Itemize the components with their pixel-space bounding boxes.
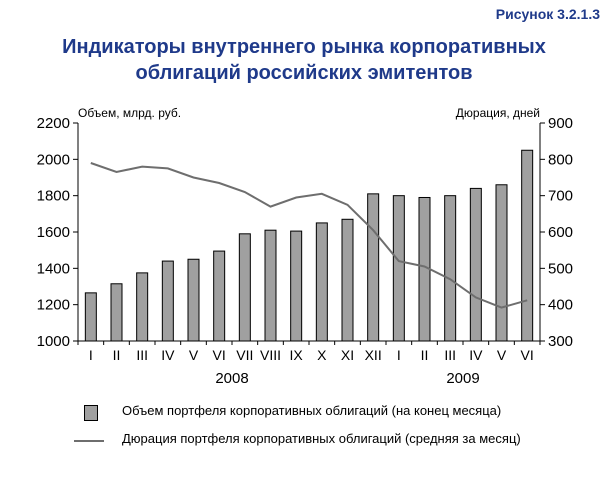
bar <box>214 251 225 341</box>
legend-line-label: Дюрация портфеля корпоративных облигаций (средняя за месяц) <box>122 431 521 446</box>
y-left-tick-label: 1600 <box>36 224 70 241</box>
y-right-tick-label: 400 <box>548 296 574 314</box>
y-left-axis-title: Объем, млрд. руб. <box>78 106 182 120</box>
x-tick-label: VII <box>236 347 254 363</box>
y-right-tick-label: 800 <box>548 151 574 169</box>
x-tick-label: VIII <box>259 347 282 363</box>
x-tick-label: XII <box>364 347 382 363</box>
y-left-tick-label: 2200 <box>36 115 70 132</box>
y-left-tick-label: 1000 <box>36 333 70 350</box>
y-right-tick-label: 500 <box>548 260 574 278</box>
bar <box>470 188 481 341</box>
bar <box>393 196 404 341</box>
legend-bar-swatch <box>84 405 98 421</box>
bar <box>188 259 199 341</box>
bar <box>162 261 173 341</box>
figure-label: Рисунок 3.2.1.3 <box>495 6 600 22</box>
x-tick-label: V <box>496 347 507 363</box>
x-tick-label: IV <box>469 347 483 363</box>
bar <box>445 196 456 341</box>
x-tick-label: II <box>112 347 121 363</box>
y-left-tick-label: 2000 <box>36 151 70 169</box>
x-tick-label: I <box>88 347 93 363</box>
year-label-2008: 2008 <box>215 370 249 387</box>
x-tick-label: IX <box>289 347 303 363</box>
x-tick-label: V <box>188 347 199 363</box>
bar <box>111 284 122 341</box>
x-tick-label: VI <box>212 347 226 363</box>
x-tick-label: III <box>444 347 457 363</box>
x-tick-label: VI <box>520 347 534 363</box>
y-right-tick-label: 300 <box>548 333 574 350</box>
bar <box>316 223 327 341</box>
x-tick-label: IV <box>161 347 175 363</box>
y-left-tick-label: 1200 <box>36 296 70 314</box>
bar <box>291 231 302 341</box>
y-left-tick-label: 1400 <box>36 260 70 278</box>
bar <box>85 293 96 341</box>
bar <box>522 150 533 341</box>
bar <box>342 219 353 341</box>
legend-bars-label: Объем портфеля корпоративных облигаций (на конец месяца) <box>122 403 502 418</box>
x-tick-label: XI <box>340 347 355 363</box>
bar <box>496 185 507 341</box>
y-right-tick-label: 700 <box>548 187 574 205</box>
y-right-axis-title: Дюрация, дней <box>455 106 540 120</box>
bar <box>239 234 250 341</box>
x-tick-label: III <box>136 347 149 363</box>
legend-line-swatch <box>74 440 104 442</box>
x-tick-label: X <box>317 347 327 363</box>
y-right-tick-label: 600 <box>548 224 574 241</box>
chart-title-line-2: облигаций российских эмитентов <box>135 62 473 84</box>
y-left-tick-label: 1800 <box>36 187 70 205</box>
y-right-tick-label: 900 <box>548 115 574 132</box>
chart-title-line-1: Индикаторы внутреннего рынка корпоративных <box>62 36 546 58</box>
x-tick-label: I <box>396 347 401 363</box>
bar <box>137 273 148 341</box>
duration-line <box>91 163 527 308</box>
bar <box>368 194 379 341</box>
x-tick-label: II <box>420 347 429 363</box>
bar <box>265 230 276 341</box>
year-label-2009: 2009 <box>446 370 480 387</box>
